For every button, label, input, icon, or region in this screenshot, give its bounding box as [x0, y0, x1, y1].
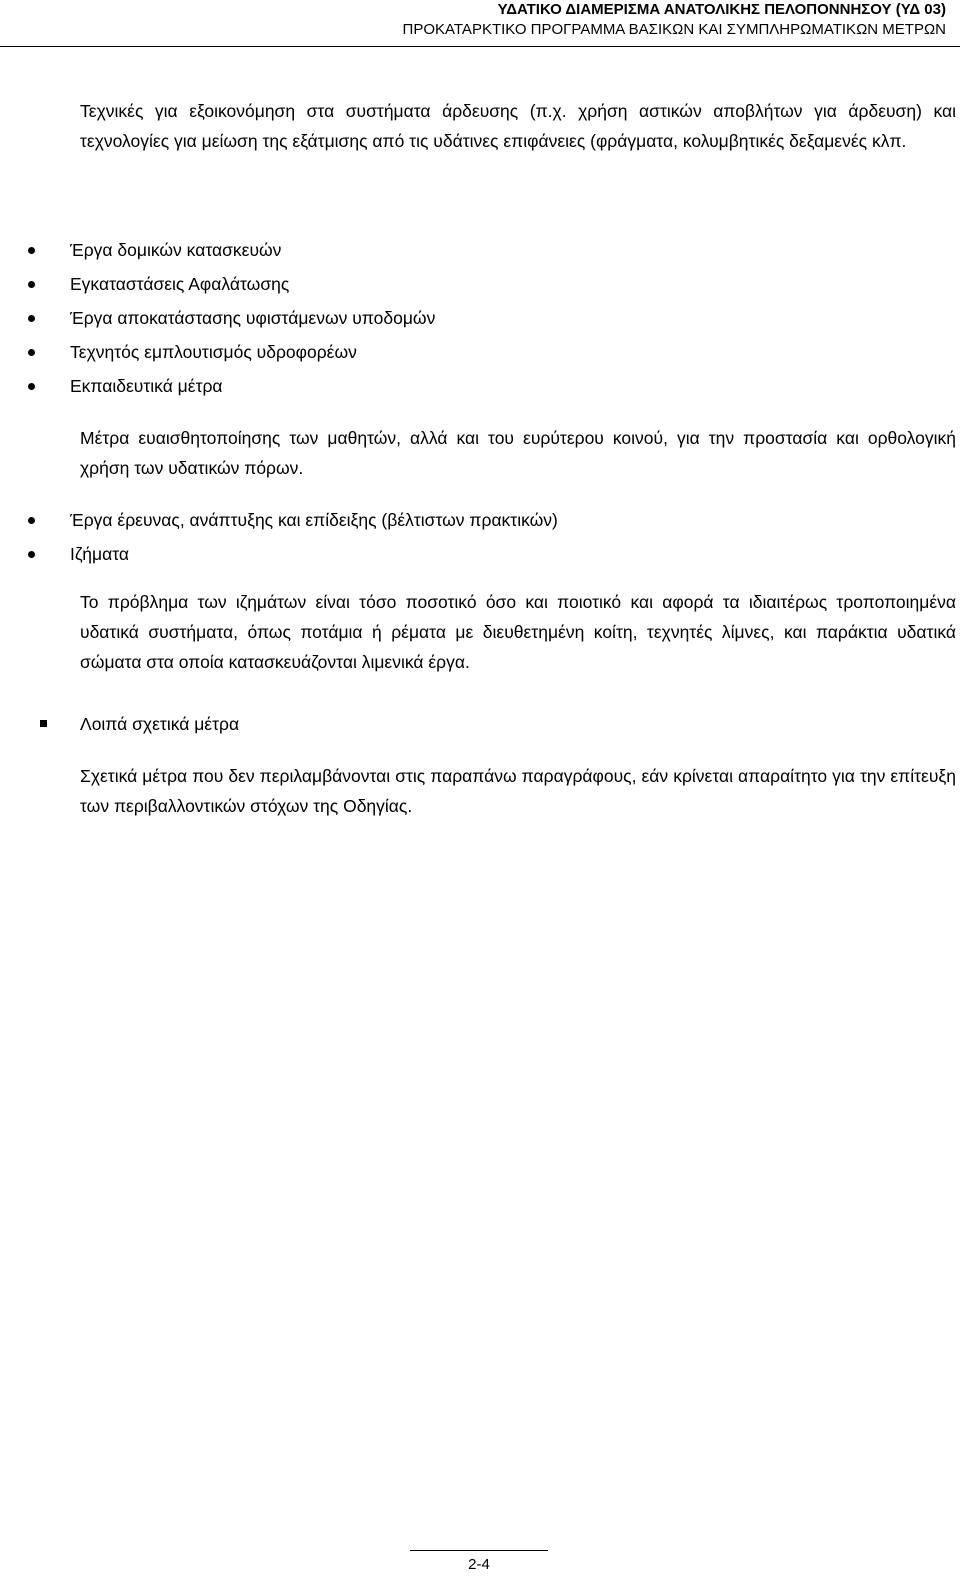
list-item-label: Ιζήματα — [70, 544, 129, 564]
list-item-label: Έργα έρευνας, ανάπτυξης και επίδειξης (βέλτιστων πρακτικών) — [70, 510, 558, 530]
section-heading-label: Λοιπά σχετικά μέτρα — [80, 714, 240, 734]
intro-paragraph: Τεχνικές για εξοικονόμηση στα συστήματα άρδευσης (π.χ. χρήση αστικών αποβλήτων για άρδευση) και τεχνολογίες για μείωση της εξάτμισης από τις υδάτινες επιφάνειες (φράγματα, κολυμβητικές δεξαμενές κλπ. — [80, 101, 956, 151]
bullet-icon — [28, 281, 35, 288]
square-bullet-icon — [40, 720, 47, 727]
sediment-paragraph: Το πρόβλημα των ιζημάτων είναι τόσο ποσοτικό όσο και ποιοτικό και αφορά τα ιδιαιτέρως τροποποιημένα υδατικά συστήματα, όπως ποτάμια ή ρέματα με διευθετημένη κοίτη, τεχνητές λίμνες, και παράκτια υδατικά σώματα στα οποία κατασκευάζονται λιμενικά έργα. — [80, 592, 956, 672]
footer-divider — [410, 1550, 548, 1551]
header-district-title: ΥΔΑΤΙΚΟ ΔΙΑΜΕΡΙΣΜΑ ΑΝΑΤΟΛΙΚΗΣ ΠΕΛΟΠΟΝΝΗΣΟΥ (ΥΔ 03) — [497, 1, 946, 18]
bullet-icon — [28, 383, 35, 390]
bullet-icon — [28, 517, 35, 524]
education-paragraph: Μέτρα ευαισθητοποίησης των μαθητών, αλλά και του ευρύτερου κοινού, για την προστασία και ορθολογική χρήση των υδατικών πόρων. — [80, 428, 956, 478]
page-number: 2-4 — [468, 1556, 490, 1573]
page-header — [402, 0, 946, 40]
bullet-icon — [28, 551, 35, 558]
other-measures-paragraph: Σχετικά μέτρα που δεν περιλαμβάνονται στις παραπάνω παραγράφους, εάν κρίνεται απαραίτητο για την επίτευξη των περιβαλλοντικών στόχων της Οδηγίας. — [80, 766, 956, 816]
list-item-label: Έργα αποκατάστασης υφιστάμενων υποδομών — [70, 308, 436, 328]
bullet-icon — [28, 247, 35, 254]
header-program-title: ΠΡΟΚΑΤΑΡΚΤΙΚΟ ΠΡΟΓΡΑΜΜΑ ΒΑΣΙΚΩΝ ΚΑΙ ΣΥΜΠΛΗΡΩΜΑΤΙΚΩΝ ΜΕΤΡΩΝ — [402, 21, 946, 38]
list-item-label: Εκπαιδευτικά μέτρα — [70, 376, 223, 396]
list-item-label: Έργα δομικών κατασκευών — [70, 240, 282, 260]
list-item-label: Εγκαταστάσεις Αφαλάτωσης — [70, 274, 290, 294]
bullet-icon — [28, 349, 35, 356]
list-item-label: Τεχνητός εμπλουτισμός υδροφορέων — [70, 342, 357, 362]
header-divider — [0, 46, 960, 47]
bullet-icon — [28, 315, 35, 322]
